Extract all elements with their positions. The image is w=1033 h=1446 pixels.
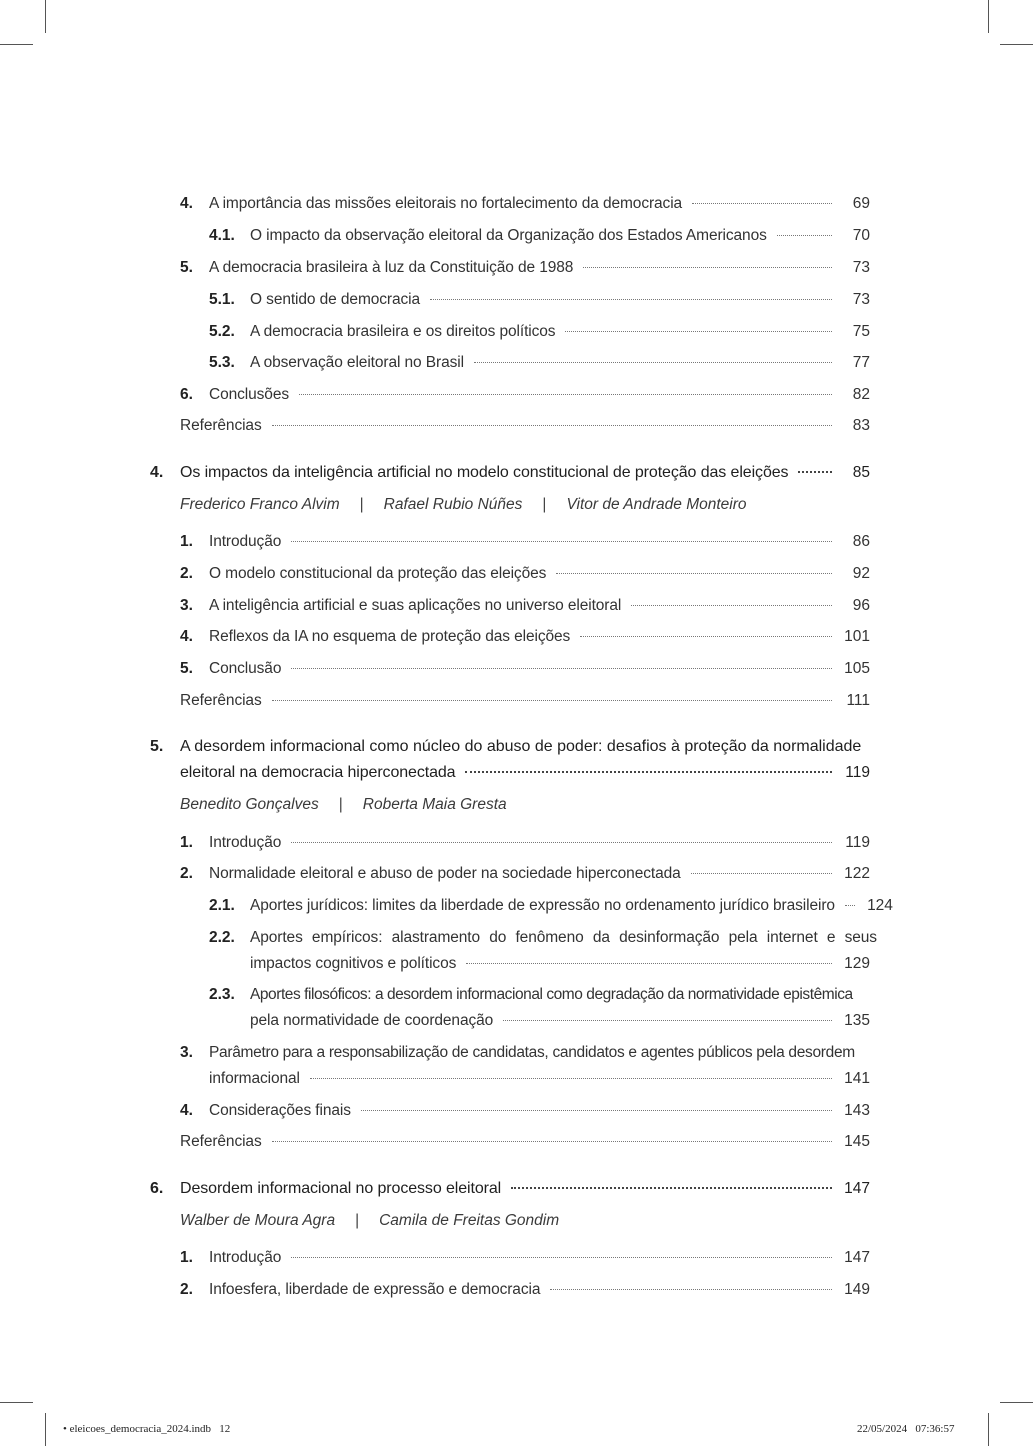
toc-chapter-number: 6. [150, 1180, 164, 1197]
toc-entry-references[interactable] [180, 414, 870, 438]
toc-entry-page: 122 [844, 865, 870, 882]
toc-entry-title: A democracia brasileira à luz da Constituição de 1988 [209, 259, 574, 276]
chapter-authors [180, 1209, 559, 1233]
toc-chapter[interactable] [150, 1177, 870, 1201]
toc-entry-number: 5.2. [209, 323, 235, 340]
author-name: Walber de Moura Agra [180, 1212, 336, 1229]
toc-entry-page: 129 [844, 955, 870, 972]
dot-leader [691, 873, 832, 874]
toc-entry[interactable] [250, 1009, 870, 1033]
toc-entry[interactable] [180, 657, 870, 681]
toc-entry-title: Normalidade eleitoral e abuso de poder na sociedade hiperconectada [209, 865, 681, 882]
author-separator: | [359, 496, 364, 513]
toc-entry-number: 1. [180, 834, 193, 851]
toc-entry-page: 70 [852, 227, 870, 244]
author-name: Frederico Franco Alvim [180, 496, 340, 513]
toc-chapter-title-line[interactable]: A desordem informacional como núcleo do abuso de poder: desafios à proteção da normalidade [180, 738, 862, 755]
toc-entry-title: O impacto da observação eleitoral da Organização dos Estados Americanos [250, 227, 767, 244]
toc-entry-page: 124 [867, 897, 893, 914]
dot-leader [845, 905, 855, 906]
toc-entry-page: 75 [852, 323, 870, 340]
toc-entry-number: 4. [180, 195, 193, 212]
dot-leader [511, 1187, 832, 1189]
dot-leader [310, 1078, 832, 1079]
toc-entry-number: 4. [180, 628, 193, 645]
toc-entry-title: Aportes jurídicos: limites da liberdade de expressão no ordenamento jurídico brasileiro [250, 897, 835, 914]
toc-entry-title: Referências [180, 1133, 262, 1150]
toc-entry[interactable] [209, 288, 870, 312]
dot-leader [580, 636, 832, 637]
toc-chapter-page: 85 [852, 464, 870, 481]
toc-entry-page: 105 [844, 660, 870, 677]
toc-entry-title: Considerações finais [209, 1102, 351, 1119]
dot-leader [777, 235, 832, 236]
toc-entry[interactable] [180, 862, 870, 886]
bullet-icon: • [63, 1423, 67, 1435]
toc-entry-page: 73 [852, 291, 870, 308]
dot-leader [272, 700, 832, 701]
toc-entry-page: 77 [852, 354, 870, 371]
toc-entry-title: A importância das missões eleitorais no fortalecimento da democracia [209, 195, 683, 212]
toc-entry-page: 69 [852, 195, 870, 212]
toc-entry[interactable] [209, 894, 893, 918]
toc-entry[interactable] [180, 594, 870, 618]
author-name: Benedito Gonçalves [180, 796, 319, 813]
chapter-authors [180, 493, 747, 517]
toc-entry[interactable] [180, 1246, 870, 1270]
toc-entry-title: Referências [180, 417, 262, 434]
toc-entry-title: A inteligência artificial e suas aplicações no universo eleitoral [209, 597, 622, 614]
author-separator: | [542, 496, 547, 513]
toc-entry-title: pela normatividade de coordenação [250, 1012, 494, 1029]
toc-entry[interactable] [180, 1278, 870, 1302]
chapter-authors [180, 793, 507, 817]
dot-leader [272, 1141, 832, 1142]
dot-leader [565, 331, 832, 332]
toc-entry-number: 3. [180, 597, 193, 614]
toc-entry-number: 5.1. [209, 291, 235, 308]
toc-entry-number: 2. [180, 565, 193, 582]
author-name: Vitor de Andrade Monteiro [566, 496, 747, 513]
toc-entry-title: A observação eleitoral no Brasil [250, 354, 464, 371]
toc-entry-page: 111 [846, 692, 870, 709]
toc-entry-page: 141 [844, 1070, 870, 1087]
toc-entry-title-line: Aportes filosóficos: a desordem informacional como degradação da normatividade epistêmica [250, 986, 853, 1003]
author-name: Rafael Rubio Núñes [383, 496, 523, 513]
toc-entry[interactable] [180, 256, 870, 280]
dot-leader [291, 842, 832, 843]
toc-entry-page: 83 [852, 417, 870, 434]
dot-leader [465, 771, 832, 773]
toc-entry-page: 96 [852, 597, 870, 614]
toc-entry[interactable] [250, 952, 870, 976]
toc-entry-page: 145 [844, 1133, 870, 1150]
dot-leader [631, 605, 832, 606]
toc-entry-first-line[interactable] [180, 1041, 870, 1065]
toc-entry[interactable] [209, 1067, 870, 1091]
dot-leader [291, 1257, 832, 1258]
toc-entry-title-line: Aportes empíricos: alastramento do fenômeno da desinformação pela internet e seus [250, 929, 877, 946]
toc-chapter[interactable] [150, 461, 870, 485]
toc-entry-title: Conclusão [209, 660, 282, 677]
toc-entry-title: O sentido de democracia [250, 291, 421, 308]
toc-entry-number: 2.2. [209, 929, 235, 946]
toc-entry-first-line[interactable] [209, 983, 870, 1007]
toc-entry-title: Referências [180, 692, 262, 709]
dot-leader [291, 668, 832, 669]
toc-chapter-page: 147 [844, 1180, 870, 1197]
toc-entry-page: 101 [844, 628, 870, 645]
toc-entry-page: 119 [845, 834, 870, 851]
toc-entry-title: Introdução [209, 1249, 282, 1266]
toc-entry[interactable] [209, 351, 870, 375]
toc-entry[interactable] [209, 224, 870, 248]
toc-entry-title: O modelo constitucional da proteção das eleições [209, 565, 547, 582]
toc-entry-title: A democracia brasileira e os direitos políticos [250, 323, 556, 340]
dot-leader [291, 541, 832, 542]
dot-leader [692, 203, 832, 204]
dot-leader [583, 267, 832, 268]
toc-entry-title: informacional [209, 1070, 300, 1087]
toc-entry[interactable] [180, 530, 870, 554]
dot-leader [299, 394, 832, 395]
dot-leader [798, 471, 832, 473]
toc-chapter-title: eleitoral na democracia hiperconectada [180, 764, 456, 781]
print-footer-timestamp: 22/05/2024 07:36:57 [857, 1423, 955, 1435]
dot-leader [272, 425, 832, 426]
dot-leader [550, 1289, 832, 1290]
toc-entry-number: 2. [180, 865, 193, 882]
toc-entry-page: 86 [852, 533, 870, 550]
toc-chapter-number: 4. [150, 464, 164, 481]
toc-entry-first-line[interactable] [209, 926, 877, 950]
dot-leader [361, 1110, 832, 1111]
toc-entry-number: 4.1. [209, 227, 235, 244]
toc-entry-references[interactable] [180, 689, 870, 713]
dot-leader [430, 299, 832, 300]
toc-entry-references[interactable] [180, 1130, 870, 1154]
dot-leader [556, 573, 832, 574]
toc-entry-page: 92 [852, 565, 870, 582]
toc-entry-number: 2. [180, 1281, 193, 1298]
author-separator: | [338, 796, 343, 813]
toc-entry-page: 73 [852, 259, 870, 276]
toc-entry-number: 2.3. [209, 986, 235, 1003]
toc-entry-number: 5.3. [209, 354, 235, 371]
toc-entry-title: impactos cognitivos e políticos [250, 955, 457, 972]
toc-entry-number: 6. [180, 386, 193, 403]
dot-leader [474, 362, 832, 363]
toc-entry-number: 2.1. [209, 897, 235, 914]
toc-entry-title: Introdução [209, 533, 282, 550]
toc-chapter-page: 119 [845, 764, 870, 781]
dot-leader [503, 1020, 832, 1021]
toc-entry[interactable] [209, 320, 870, 344]
toc-entry-number: 5. [180, 259, 193, 276]
toc-entry-page: 149 [844, 1281, 870, 1298]
toc-entry-title: Introdução [209, 834, 282, 851]
author-name: Roberta Maia Gresta [362, 796, 507, 813]
print-footer-file [63, 1423, 230, 1435]
toc-entry[interactable] [180, 1099, 870, 1123]
toc-entry-number: 1. [180, 533, 193, 550]
toc-entry-title: Conclusões [209, 386, 289, 403]
author-separator: | [355, 1212, 360, 1229]
toc-chapter-title: Os impactos da inteligência artificial no modelo constitucional de proteção das eleições [180, 464, 789, 481]
toc-entry-number: 1. [180, 1249, 193, 1266]
footer-file-label: eleicoes_democracia_2024.indb 12 [69, 1423, 231, 1435]
toc-entry-number: 3. [180, 1044, 193, 1061]
toc-entry-page: 147 [844, 1249, 870, 1266]
toc-entry-number: 4. [180, 1102, 193, 1119]
toc-chapter-number: 5. [150, 738, 164, 755]
toc-entry[interactable] [180, 831, 870, 855]
toc-chapter-title: Desordem informacional no processo eleitoral [180, 1180, 502, 1197]
toc-entry-page: 143 [844, 1102, 870, 1119]
toc-entry[interactable] [180, 192, 870, 216]
dot-leader [466, 963, 832, 964]
toc-entry-page: 135 [844, 1012, 870, 1029]
toc-entry-title: Infoesfera, liberdade de expressão e democracia [209, 1281, 541, 1298]
toc-entry[interactable] [180, 383, 870, 407]
toc-entry-page: 82 [852, 386, 870, 403]
toc-entry-title: Reflexos da IA no esquema de proteção das eleições [209, 628, 571, 645]
toc-entry-number: 5. [180, 660, 193, 677]
author-name: Camila de Freitas Gondim [379, 1212, 560, 1229]
toc-entry[interactable] [180, 625, 870, 649]
toc-entry[interactable] [180, 562, 870, 586]
toc-entry-title-line: Parâmetro para a responsabilização de candidatas, candidatos e agentes públicos pela desordem [209, 1044, 855, 1061]
